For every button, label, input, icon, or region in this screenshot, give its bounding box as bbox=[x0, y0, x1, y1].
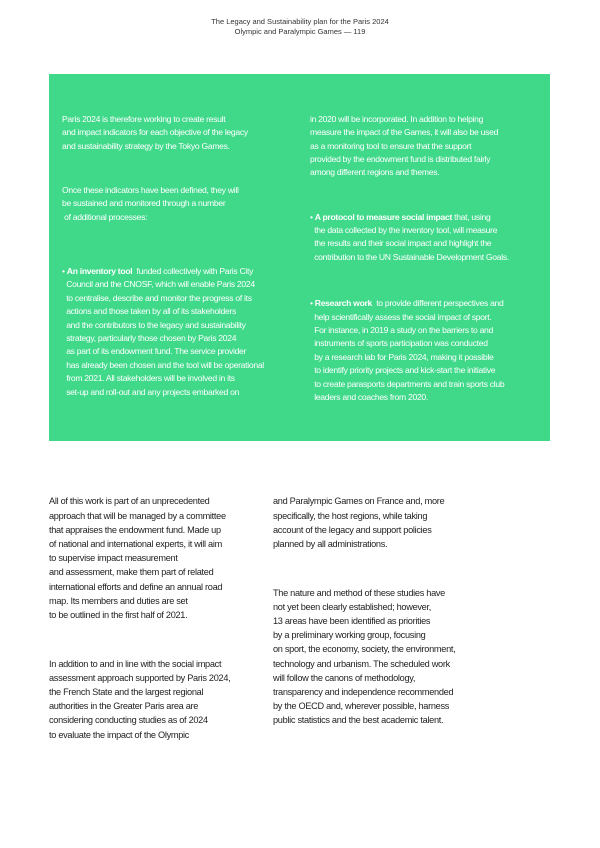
page-header bbox=[0, 17, 600, 37]
paragraph: The nature and method of these studies have not yet been clearly established; however, 13 areas have been identified as priorities by a preliminary working group, focusing on sport, the economy, society, the environment, technology and urbanism. The scheduled work will follow the canons of methodology, transparency and independence recommended by the OECD and, wherever possible, harness public statistics and the best academic talent. bbox=[273, 587, 456, 726]
list-item: • A protocol to measure social impact that, using the data collected by the inventory tool, will measure the results and their social impact and highlight the contribution to the UN Sustainable Development Goals. bbox=[310, 211, 509, 262]
paragraph: All of this work is part of an unprecedented approach that will be managed by a committee that appraises the endowment fund. Made up of national and international experts, it will aim to supervise impact measurement and assessment, make them part of related international efforts and define an annual road map. Its members and duties are set to be outlined in the first half of 2021. bbox=[49, 496, 226, 621]
box-intro: Paris 2024 is therefore working to create result and impact indicators for each objective of the legacy and sustainability strategy by the Tokyo Games. bbox=[62, 113, 248, 151]
box-right-column bbox=[310, 86, 542, 431]
item-text: to provide different perspectives and help scientifically assess the social impact of sport. For instance, in 2019 a study on the barriers to and instruments of sports participation was conducted by a research lab for Paris 2024, making it possible to identify priority projects and kick-start the initiative to create parasports departments and train sports club leaders and coaches from 2020. bbox=[314, 298, 505, 402]
item-title: Research work bbox=[314, 298, 373, 309]
item-text: that, using the data collected by the inventory tool, will measure the results and their social impact and highlight the contribution to the UN Sustainable Development Goals. bbox=[314, 211, 509, 262]
paragraph: and Paralympic Games on France and, more specifically, the host regions, while taking account of the legacy and support policies planned by all administrations. bbox=[273, 496, 445, 550]
item-title: A protocol to measure social impact bbox=[314, 211, 453, 222]
box-left-column bbox=[62, 86, 298, 431]
header-title: The Legacy and Sustainability plan for the Paris 2024 bbox=[211, 17, 389, 26]
highlight-box bbox=[49, 74, 550, 441]
paragraph: In addition to and in line with the social impact assessment approach supported by Paris 2024, the French State and the largest regional authorities in the Greater Paris area are considering conducting studies as of 2024 to evaluate the impact of the Olympic bbox=[49, 658, 231, 740]
list-item: • Research work to provide different perspectives and help scientifically assess the social impact of sport. For instance, in 2019 a study on the barriers to and instruments of sports participation was conducted by a research lab for Paris 2024, making it possible to identify priority projects and kick-start the initiative to create parasports departments and train sports club leaders and coaches from 2020. bbox=[310, 298, 505, 402]
body-right-column bbox=[273, 466, 513, 748]
item-title: An inventory tool bbox=[66, 265, 133, 276]
item-text: funded collectively with Paris City Council and the CNOSF, which will enable Paris 2024 to centralise, describe and monitor the progress of its actions and those taken by all of its stakeholders and the contributors to the legacy and sustainability strategy, particularly those chosen by Paris 2024 as part of its endowment fund. The service provider has already been chosen and the tool will be operational from 2021. All stakeholders will be involved in its set-up and roll-out and any projects embarked on bbox=[66, 265, 264, 397]
body-left-column bbox=[49, 466, 267, 762]
box-intro-2: Once these indicators have been defined, they will be sustained and monitored through a number of additional processes: bbox=[62, 184, 239, 222]
list-item: • An inventory tool funded collectively with Paris City Council and the CNOSF, which will enable Paris 2024 to centralise, describe and monitor the progress of its actions and those taken by all of its stakeholders and the contributors to the legacy and sustainability strategy, particularly those chosen by Paris 2024 as part of its endowment fund. The service provider has already been chosen and the tool will be operational from 2021. All stakeholders will be involved in its set-up and roll-out and any projects embarked on bbox=[62, 265, 264, 397]
header-page-number: Olympic and Paralympic Games — 119 bbox=[234, 27, 366, 36]
item-continuation: in 2020 will be incorporated. In addition to helping measure the impact of the Games, it will also be used as a monitoring tool to ensure that the support provided by the endowment fund is distributed fairly among different regions and themes. bbox=[310, 113, 499, 178]
